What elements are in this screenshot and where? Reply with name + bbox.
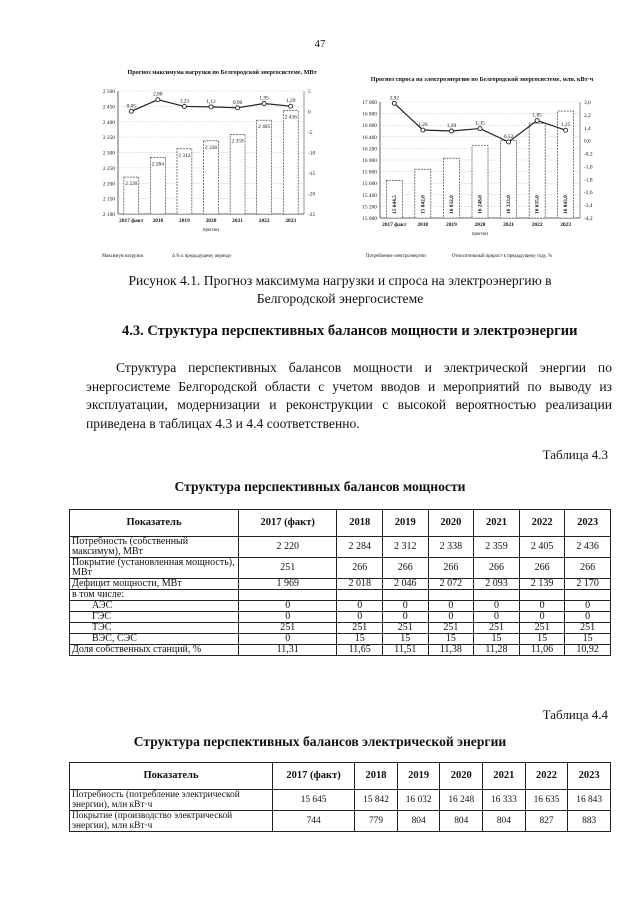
c1-y2-tick: -5 xyxy=(308,130,313,136)
value-cell: 251 xyxy=(428,623,474,634)
c1-delta-label: 1,23 xyxy=(179,98,190,105)
c1-category-label: 2023 xyxy=(285,218,297,224)
value-cell: 15 xyxy=(428,634,474,645)
value-cell: 2 170 xyxy=(565,579,611,590)
header-cell: 2021 xyxy=(483,763,526,790)
value-cell: 1 969 xyxy=(239,579,337,590)
value-cell: 266 xyxy=(337,558,383,579)
c2-y-tick: 15 600 xyxy=(362,181,377,188)
value-cell: 266 xyxy=(565,558,611,579)
c1-bar-value-label: 2 284 xyxy=(151,161,164,168)
value-cell: 266 xyxy=(428,558,474,579)
c1-delta-label: 1,12 xyxy=(206,98,216,105)
c2-y2-tick: -1,0 xyxy=(584,164,593,171)
value-cell: 0 xyxy=(239,634,337,645)
c2-category-label: 2018 xyxy=(417,222,429,228)
chart1-legend-line: Δ % к предыдущему периоду xyxy=(172,254,232,259)
header-cell: Показатель xyxy=(70,510,239,537)
header-cell: 2023 xyxy=(565,510,611,537)
table-row xyxy=(70,558,611,579)
chart2-legend-bars: Потребление электроэнергии xyxy=(366,254,426,259)
table-4-3-label: Таблица 4.3 xyxy=(542,447,608,462)
row-label-cell: Дефицит мощности, МВт xyxy=(70,579,239,590)
value-cell: 0 xyxy=(337,601,383,612)
value-cell xyxy=(239,590,337,601)
c2-category-label: 2021 xyxy=(503,222,514,228)
c2-y-tick: 15 400 xyxy=(362,192,377,199)
header-cell: 2019 xyxy=(382,510,428,537)
value-cell: 0 xyxy=(239,601,337,612)
header-cell: 2020 xyxy=(428,510,474,537)
value-cell: 2 018 xyxy=(337,579,383,590)
value-cell: 15 xyxy=(337,634,383,645)
c1-y2-tick: -15 xyxy=(308,171,316,177)
value-cell: 0 xyxy=(519,612,565,623)
value-cell: 804 xyxy=(397,811,440,832)
c2-category-label: 2020 xyxy=(474,222,486,228)
c1-delta-point xyxy=(289,104,293,108)
c2-delta-label: 2,92 xyxy=(389,95,400,102)
header-cell: Показатель xyxy=(70,763,273,790)
figure-caption-line2: Белгородской энергосистеме xyxy=(256,291,424,306)
row-label-cell: Доля собственных станций, % xyxy=(70,645,239,656)
c2-y-tick: 15 800 xyxy=(362,169,377,176)
c1-y2-tick: -25 xyxy=(308,212,316,218)
c2-y2-tick: -2,6 xyxy=(584,190,593,197)
value-cell: 2 093 xyxy=(474,579,520,590)
c2-bar-value-label: 16 032,0 xyxy=(448,195,455,214)
c2-y2-tick: -4,2 xyxy=(584,216,593,222)
value-cell: 0 xyxy=(519,601,565,612)
value-cell: 15 xyxy=(382,634,428,645)
c2-y2-tick: -1,8 xyxy=(584,177,593,184)
header-cell: 2022 xyxy=(525,763,568,790)
c1-delta-point xyxy=(209,105,213,109)
value-cell: 11,65 xyxy=(337,645,383,656)
value-cell: 251 xyxy=(474,623,520,634)
table-4-4-title: Структура перспективных балансов электрической энергии xyxy=(133,734,507,749)
value-cell: 251 xyxy=(565,623,611,634)
power-balance-table xyxy=(69,509,611,656)
value-cell: 2 436 xyxy=(565,537,611,558)
value-cell: 16 248 xyxy=(440,790,483,811)
value-cell: 266 xyxy=(474,558,520,579)
table-row xyxy=(70,811,611,832)
c2-bar-value-label: 16 248,0 xyxy=(477,195,484,214)
c2-bar-value-label: 15 644,5 xyxy=(391,195,398,214)
value-cell: 251 xyxy=(239,623,337,634)
value-cell: 0 xyxy=(565,601,611,612)
c1-delta-point xyxy=(129,109,133,113)
value-cell: 11,38 xyxy=(428,645,474,656)
row-label-cell: Потребность (собственный максимум), МВт xyxy=(70,537,239,558)
header-cell: 2019 xyxy=(397,763,440,790)
value-cell: 11,06 xyxy=(519,645,565,656)
c2-bar-value-label: 15 842,0 xyxy=(420,195,427,214)
c1-bar xyxy=(257,120,272,214)
chart1-title: Прогноз максимума нагрузки по Белгородской энергосистеме, МВт xyxy=(127,69,317,76)
value-cell: 251 xyxy=(519,623,565,634)
value-cell: 10,92 xyxy=(565,645,611,656)
c1-y2-tick: 5 xyxy=(308,89,311,95)
c2-delta-point xyxy=(449,129,453,133)
c1-category-label: 2017 факт xyxy=(119,218,144,224)
value-cell: 15 xyxy=(519,634,565,645)
c2-delta-label: 0,52 xyxy=(503,133,514,140)
c2-y-tick: 16 400 xyxy=(362,134,377,141)
value-cell: 11,31 xyxy=(239,645,337,656)
c2-y2-tick: 1,4 xyxy=(584,125,591,132)
header-cell: 2022 xyxy=(519,510,565,537)
figure-caption xyxy=(70,272,610,308)
c1-y-tick: 2 200 xyxy=(102,181,115,188)
c2-y-tick: 16 000 xyxy=(362,158,377,164)
energy-demand-chart xyxy=(342,72,614,266)
row-label-cell: ТЭС xyxy=(70,623,239,634)
max-load-chart xyxy=(82,65,332,265)
c2-category-label: 2019 xyxy=(446,222,457,228)
c1-y2-tick: -10 xyxy=(308,150,316,157)
c1-delta-label: 0,05 xyxy=(126,103,137,110)
c2-y-tick: 17 000 xyxy=(362,100,377,106)
chart2-legend-line: Относительный прирост к предыдущему году, % xyxy=(452,254,552,259)
c1-category-label: 2022 xyxy=(258,218,270,224)
c2-bar-value-label: 16 843,0 xyxy=(563,195,570,214)
c1-bar-value-label: 2 338 xyxy=(204,144,218,151)
c2-delta-point xyxy=(392,101,396,105)
value-cell: 266 xyxy=(382,558,428,579)
value-cell xyxy=(565,590,611,601)
chart1-legend-bars: Максимум нагрузки xyxy=(102,254,144,259)
value-cell xyxy=(519,590,565,601)
c1-y-tick: 2 350 xyxy=(102,135,115,142)
c1-delta-label: 2,88 xyxy=(153,91,163,98)
value-cell: 0 xyxy=(382,612,428,623)
table-row xyxy=(70,590,611,601)
value-cell: 251 xyxy=(239,558,337,579)
c1-x-sublabel: прогноз xyxy=(202,228,220,233)
header-cell: 2018 xyxy=(337,510,383,537)
body-paragraph: Структура перспективных балансов мощности и электрической энергии по энергосистеме Белгородской области с учетом вводов и мероприятий по выводу из эксплуатации, модернизации и реконструкции с высокой вероятностью реализации приведена в таблицах 4.3 и 4.4 соответственно. xyxy=(86,360,612,431)
row-label-cell: Потребность (потребление электрической энергии), млн кВт·ч xyxy=(70,790,273,811)
value-cell xyxy=(474,590,520,601)
c1-delta-point xyxy=(156,98,160,102)
table-4-3-title: Структура перспективных балансов мощности xyxy=(174,479,466,494)
row-label-cell: ГЭС xyxy=(70,612,239,623)
value-cell: 2 072 xyxy=(428,579,474,590)
row-label-cell: в том числе: xyxy=(70,590,239,601)
c1-y-tick: 2 400 xyxy=(102,119,115,126)
value-cell: 883 xyxy=(568,811,611,832)
c1-delta-point xyxy=(236,106,240,110)
row-label-cell: ВЭС, СЭС xyxy=(70,634,239,645)
c1-delta-label: 1,95 xyxy=(259,95,269,102)
c2-delta-point xyxy=(507,140,511,144)
value-cell: 15 xyxy=(474,634,520,645)
c2-category-label: 2023 xyxy=(560,222,572,228)
c2-x-sublabel: прогноз xyxy=(471,232,489,237)
c1-bar xyxy=(204,141,219,214)
table-row xyxy=(70,601,611,612)
value-cell: 251 xyxy=(337,623,383,634)
header-cell: 2020 xyxy=(440,763,483,790)
value-cell: 251 xyxy=(382,623,428,634)
value-cell: 0 xyxy=(239,612,337,623)
c1-y-tick: 2 150 xyxy=(102,196,115,203)
table-row xyxy=(70,537,611,558)
c2-delta-point xyxy=(421,128,425,132)
value-cell: 2 359 xyxy=(474,537,520,558)
row-label-cell: Покрытие (установленная мощность), МВт xyxy=(70,558,239,579)
figure-caption-line1: Рисунок 4.1. Прогноз максимума нагрузки и спроса на электроэнергию в xyxy=(128,273,552,288)
c2-y-tick: 16 200 xyxy=(362,146,377,153)
value-cell: 16 635 xyxy=(525,790,568,811)
c2-category-label: 2022 xyxy=(531,222,543,228)
row-label-cell: АЭС xyxy=(70,601,239,612)
table-row xyxy=(70,634,611,645)
c1-y-tick: 2 500 xyxy=(102,89,115,95)
value-cell: 0 xyxy=(428,612,474,623)
value-cell xyxy=(382,590,428,601)
value-cell: 16 843 xyxy=(568,790,611,811)
c2-delta-point xyxy=(535,119,539,123)
c1-bar-value-label: 2 436 xyxy=(284,114,297,121)
value-cell: 2 312 xyxy=(382,537,428,558)
c2-y-tick: 15 200 xyxy=(362,204,377,211)
c1-delta-point xyxy=(182,104,186,108)
table-row xyxy=(70,623,611,634)
header-cell: 2021 xyxy=(474,510,520,537)
c2-delta-point xyxy=(478,127,482,131)
energy-balance-table xyxy=(69,762,611,832)
c1-bar xyxy=(230,134,245,214)
value-cell: 827 xyxy=(525,811,568,832)
c2-y2-tick: -3,4 xyxy=(584,203,593,210)
c1-y-tick: 2 250 xyxy=(102,165,115,172)
c2-y2-tick: 2,2 xyxy=(584,112,591,119)
c1-delta-label: 0,90 xyxy=(232,99,243,106)
c2-y2-tick: 0,6 xyxy=(584,138,591,145)
c1-y2-tick: -20 xyxy=(308,191,316,198)
value-cell: 2 405 xyxy=(519,537,565,558)
c1-bar xyxy=(283,111,298,214)
value-cell: 2 139 xyxy=(519,579,565,590)
c2-delta-label: 1,26 xyxy=(418,122,428,129)
value-cell: 2 284 xyxy=(337,537,383,558)
value-cell: 0 xyxy=(474,601,520,612)
c1-bar-value-label: 2 220 xyxy=(125,181,138,188)
page-number: 47 xyxy=(314,38,326,50)
c1-bar-value-label: 2 359 xyxy=(231,138,244,145)
value-cell: 0 xyxy=(382,601,428,612)
header-cell: 2018 xyxy=(355,763,398,790)
c2-y-tick: 16 800 xyxy=(362,111,377,118)
c1-y-tick: 2 300 xyxy=(102,150,115,157)
header-cell: 2017 (факт) xyxy=(239,510,337,537)
value-cell: 11,51 xyxy=(382,645,428,656)
value-cell: 744 xyxy=(273,811,355,832)
c2-delta-label: 1,85 xyxy=(532,112,542,119)
c2-bar-value-label: 16 635,0 xyxy=(534,195,541,214)
row-label-cell: Покрытие (производство электрической энергии), млн кВт·ч xyxy=(70,811,273,832)
value-cell: 15 842 xyxy=(355,790,398,811)
value-cell: 0 xyxy=(565,612,611,623)
c2-bar-value-label: 16 333,0 xyxy=(506,195,513,214)
c1-category-label: 2018 xyxy=(152,218,164,224)
table-4-4-label: Таблица 4.4 xyxy=(542,707,608,722)
value-cell: 2 046 xyxy=(382,579,428,590)
table-row xyxy=(70,612,611,623)
value-cell: 0 xyxy=(337,612,383,623)
c2-y2-tick: 3,0 xyxy=(584,100,591,106)
c1-delta-point xyxy=(262,102,266,106)
c2-y-tick: 15 000 xyxy=(362,216,377,222)
value-cell: 16 032 xyxy=(397,790,440,811)
value-cell: 2 220 xyxy=(239,537,337,558)
value-cell xyxy=(428,590,474,601)
value-cell: 15 xyxy=(565,634,611,645)
value-cell: 15 645 xyxy=(273,790,355,811)
table-row xyxy=(70,790,611,811)
table-row xyxy=(70,579,611,590)
c1-y-tick: 2 450 xyxy=(102,104,115,111)
chart2-title: Прогноз спроса на электроэнергию по Белгородской энергосистеме, млн. кВт·ч xyxy=(370,76,594,83)
value-cell: 11,28 xyxy=(474,645,520,656)
c1-bar-value-label: 2 405 xyxy=(258,124,271,131)
c2-y2-tick: -0,2 xyxy=(584,151,593,158)
value-cell xyxy=(337,590,383,601)
table-row xyxy=(70,645,611,656)
c2-delta-point xyxy=(564,128,568,132)
section-heading: 4.3. Структура перспективных балансов мощности и электроэнергии xyxy=(122,323,578,339)
value-cell: 266 xyxy=(519,558,565,579)
value-cell: 0 xyxy=(474,612,520,623)
value-cell: 2 338 xyxy=(428,537,474,558)
c1-delta-label: 1,29 xyxy=(285,98,296,105)
c1-category-label: 2021 xyxy=(232,218,243,224)
c1-y2-tick: 0 xyxy=(308,109,311,116)
c1-y-tick: 2 100 xyxy=(102,212,115,218)
c2-delta-label: 1,25 xyxy=(560,122,571,129)
c1-category-label: 2020 xyxy=(205,218,217,224)
value-cell: 16 333 xyxy=(483,790,526,811)
header-cell: 2017 (факт) xyxy=(273,763,355,790)
c2-delta-label: 1,35 xyxy=(475,120,485,127)
value-cell: 804 xyxy=(440,811,483,832)
value-cell: 804 xyxy=(483,811,526,832)
header-cell: 2023 xyxy=(568,763,611,790)
c1-bar-value-label: 2 312 xyxy=(178,152,191,159)
c2-delta-label: 1,20 xyxy=(446,123,457,129)
c1-category-label: 2019 xyxy=(179,218,190,224)
c2-y-tick: 16 600 xyxy=(362,123,377,130)
c2-category-label: 2017 факт xyxy=(382,222,407,228)
value-cell: 0 xyxy=(428,601,474,612)
value-cell: 779 xyxy=(355,811,398,832)
